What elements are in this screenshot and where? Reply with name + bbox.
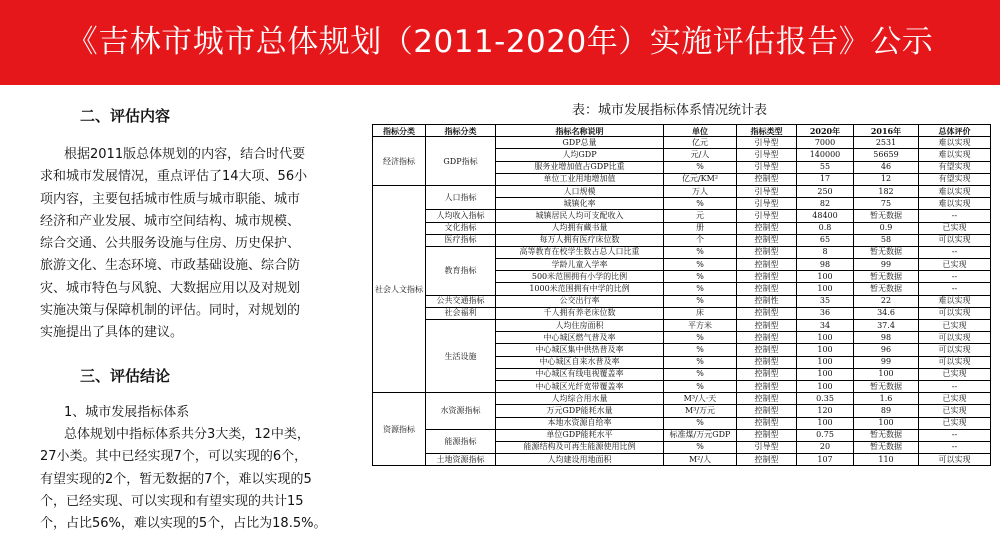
unit-cell: %	[664, 380, 737, 392]
header-cell: 2020年	[797, 125, 854, 137]
value-2016-cell: 182	[854, 185, 919, 197]
value-2016-cell: 暂无数据	[854, 210, 919, 222]
header-cell: 指标分类	[426, 125, 496, 137]
unit-cell: %	[664, 332, 737, 344]
indicator-name-cell: 服务业增加值占GDP比重	[496, 161, 664, 173]
value-2016-cell: 100	[854, 368, 919, 380]
unit-cell: %	[664, 271, 737, 283]
type-cell: 控制型	[737, 246, 797, 258]
subcategory-cell: 土地资源指标	[426, 454, 496, 466]
type-cell: 控制型	[737, 234, 797, 246]
value-2016-cell: 99	[854, 259, 919, 271]
value-2016-cell: 暂无数据	[854, 441, 919, 453]
type-cell: 控制型	[737, 417, 797, 429]
table-row	[373, 234, 991, 246]
evaluation-cell: 难以实现	[919, 149, 991, 161]
evaluation-cell: --	[919, 246, 991, 258]
value-2020-cell: 100	[797, 368, 854, 380]
evaluation-cell: 有望实现	[919, 173, 991, 185]
value-2016-cell: 12	[854, 173, 919, 185]
text-line: 灾、城市特色与风貌、大数据应用以及对规划	[40, 280, 301, 296]
type-cell: 引导型	[737, 137, 797, 149]
table-row	[373, 137, 991, 149]
subcategory-cell: 人均收入指标	[426, 210, 496, 222]
indicator-name-cell: 中心城区燃气普及率	[496, 332, 664, 344]
evaluation-cell: 可以实现	[919, 234, 991, 246]
type-cell: 控制型	[737, 283, 797, 295]
indicator-name-cell: 公交出行率	[496, 295, 664, 307]
indicator-name-cell: 能源结构及可再生能源使用比例	[496, 441, 664, 453]
evaluation-cell: 已实现	[919, 405, 991, 417]
type-cell: 控制型	[737, 271, 797, 283]
evaluation-cell: 已实现	[919, 222, 991, 234]
type-cell: 控制型	[737, 393, 797, 405]
evaluation-cell: 已实现	[919, 320, 991, 332]
header-cell: 总体评价	[919, 125, 991, 137]
unit-cell: %	[664, 295, 737, 307]
value-2016-cell: 75	[854, 198, 919, 210]
evaluation-cell: 难以实现	[919, 137, 991, 149]
value-2020-cell: 55	[797, 161, 854, 173]
type-cell: 控制型	[737, 332, 797, 344]
text-line: 综合交通、公共服务设施与住房、历史保护、	[40, 236, 301, 252]
value-2020-cell: 0.75	[797, 429, 854, 441]
evaluation-cell: --	[919, 380, 991, 392]
value-2016-cell: 0.9	[854, 222, 919, 234]
type-cell: 控制型	[737, 356, 797, 368]
type-cell: 引导型	[737, 149, 797, 161]
unit-cell: 个	[664, 234, 737, 246]
text-line: 实施提出了具体的建议。	[40, 325, 184, 341]
subcategory-cell: 生活设施	[426, 320, 496, 393]
indicator-name-cell: GDP总量	[496, 137, 664, 149]
value-2020-cell: 100	[797, 417, 854, 429]
value-2016-cell: 2531	[854, 137, 919, 149]
unit-cell: M²/人	[664, 454, 737, 466]
unit-cell: %	[664, 198, 737, 210]
value-2020-cell: 36	[797, 307, 854, 319]
value-2016-cell: 暂无数据	[854, 271, 919, 283]
evaluation-cell: 有望实现	[919, 161, 991, 173]
table-caption: 表：城市发展指标体系情况统计表	[572, 103, 768, 118]
evaluation-cell: 可以实现	[919, 344, 991, 356]
text-line: 经济和产业发展、城市空间结构、城市规模、	[40, 213, 301, 229]
unit-cell: 元	[664, 210, 737, 222]
value-2020-cell: 100	[797, 380, 854, 392]
table-row	[373, 307, 991, 319]
indicator-name-cell: 中心城区自来水普及率	[496, 356, 664, 368]
type-cell: 引导型	[737, 210, 797, 222]
value-2016-cell: 暂无数据	[854, 283, 919, 295]
indicator-name-cell: 城镇化率	[496, 198, 664, 210]
table-header-row	[373, 125, 991, 137]
evaluation-cell: --	[919, 429, 991, 441]
type-cell: 控制型	[737, 344, 797, 356]
text-line: 个，占比56%，难以实现的5个，占比为18.5%。	[40, 516, 327, 532]
unit-cell: %	[664, 259, 737, 271]
type-cell: 控制型	[737, 405, 797, 417]
evaluation-cell: 可以实现	[919, 454, 991, 466]
category-cell: 经济指标	[373, 137, 426, 186]
value-2020-cell: 100	[797, 283, 854, 295]
indicator-name-cell: 人口规模	[496, 185, 664, 197]
table-row	[373, 185, 991, 197]
section-2-heading: 二、评估内容	[80, 107, 171, 125]
subcategory-cell: 水资源指标	[426, 393, 496, 430]
title-banner	[0, 0, 1000, 85]
value-2016-cell: 暂无数据	[854, 246, 919, 258]
evaluation-cell: 已实现	[919, 259, 991, 271]
evaluation-cell: 可以实现	[919, 332, 991, 344]
evaluation-cell: 可以实现	[919, 307, 991, 319]
unit-cell: %	[664, 246, 737, 258]
value-2020-cell: 0.8	[797, 222, 854, 234]
header-cell: 2016年	[854, 125, 919, 137]
unit-cell: M³/人·天	[664, 393, 737, 405]
table-row	[373, 429, 991, 441]
evaluation-cell: 已实现	[919, 368, 991, 380]
value-2020-cell: 100	[797, 271, 854, 283]
unit-cell: 床	[664, 307, 737, 319]
text-line: 实施决策与保障机制的评估。同时，对规划的	[40, 303, 301, 319]
value-2020-cell: 250	[797, 185, 854, 197]
subcategory-cell: 教育指标	[426, 246, 496, 295]
text-line: 总体规划中指标体系共分3大类，12中类，	[64, 427, 310, 442]
unit-cell: %	[664, 441, 737, 453]
value-2016-cell: 37.4	[854, 320, 919, 332]
value-2016-cell: 22	[854, 295, 919, 307]
indicator-name-cell: 万元GDP能耗水量	[496, 405, 664, 417]
indicator-name-cell: 500米范围拥有小学的比例	[496, 271, 664, 283]
value-2016-cell: 110	[854, 454, 919, 466]
table-row	[373, 454, 991, 466]
unit-cell: 平方米	[664, 320, 737, 332]
indicator-table	[372, 124, 991, 466]
table-row	[373, 222, 991, 234]
unit-cell: %	[664, 417, 737, 429]
table-row	[373, 393, 991, 405]
header-cell: 指标名称说明	[496, 125, 664, 137]
value-2020-cell: 107	[797, 454, 854, 466]
subcategory-cell: 医疗指标	[426, 234, 496, 246]
type-cell: 控制型	[737, 259, 797, 271]
type-cell: 控制型	[737, 429, 797, 441]
value-2016-cell: 99	[854, 356, 919, 368]
unit-cell: 亿元	[664, 137, 737, 149]
unit-cell: %	[664, 356, 737, 368]
value-2020-cell: 35	[797, 295, 854, 307]
value-2016-cell: 100	[854, 417, 919, 429]
type-cell: 引导型	[737, 441, 797, 453]
indicator-name-cell: 高等教育在校学生数占总人口比重	[496, 246, 664, 258]
type-cell: 控制型	[737, 320, 797, 332]
table-body	[373, 137, 991, 466]
value-2016-cell: 1.6	[854, 393, 919, 405]
evaluation-cell: 难以实现	[919, 185, 991, 197]
value-2016-cell: 46	[854, 161, 919, 173]
evaluation-cell: 已实现	[919, 417, 991, 429]
indicator-name-cell: 本地水资源自给率	[496, 417, 664, 429]
section-3-body	[40, 424, 362, 535]
type-cell: 控制型	[737, 454, 797, 466]
type-cell: 控制型	[737, 368, 797, 380]
value-2020-cell: 82	[797, 198, 854, 210]
text-line: 个，已经实现、可以实现和有望实现的共计15	[40, 493, 304, 509]
text-line: 有望实现的2个，暂无数据的7个，难以实现的5	[40, 471, 312, 487]
unit-cell: 标准煤/万元GDP	[664, 429, 737, 441]
evaluation-cell: 难以实现	[919, 295, 991, 307]
value-2020-cell: 98	[797, 259, 854, 271]
type-cell: 控制型	[737, 222, 797, 234]
table-row	[373, 320, 991, 332]
value-2020-cell: 140000	[797, 149, 854, 161]
value-2016-cell: 98	[854, 332, 919, 344]
section-3-heading: 三、评估结论	[80, 367, 171, 385]
indicator-name-cell: 人均住房面积	[496, 320, 664, 332]
header-cell: 指标分类	[373, 125, 426, 137]
subcategory-cell: GDP指标	[426, 137, 496, 186]
indicator-name-cell: 单位GDP能耗水平	[496, 429, 664, 441]
value-2016-cell: 34.6	[854, 307, 919, 319]
evaluation-cell: --	[919, 283, 991, 295]
indicator-name-cell: 中心城区集中供热普及率	[496, 344, 664, 356]
header-cell: 指标类型	[737, 125, 797, 137]
value-2016-cell: 58	[854, 234, 919, 246]
indicator-name-cell: 中心城区有线电视覆盖率	[496, 368, 664, 380]
text-line: 求和城市发展情况，重点评估了14大项、56小	[40, 169, 308, 185]
indicator-name-cell: 千人拥有养老床位数	[496, 307, 664, 319]
value-2020-cell: 65	[797, 234, 854, 246]
page-title: 《吉林市城市总体规划（2011-2020年）实施评估报告》公示	[66, 24, 934, 60]
value-2020-cell: 8	[797, 246, 854, 258]
value-2016-cell: 89	[854, 405, 919, 417]
unit-cell: 亿元/KM²	[664, 173, 737, 185]
unit-cell: 元/人	[664, 149, 737, 161]
indicator-name-cell: 学龄儿童入学率	[496, 259, 664, 271]
value-2020-cell: 100	[797, 332, 854, 344]
subcategory-cell: 文化指标	[426, 222, 496, 234]
evaluation-cell: 已实现	[919, 393, 991, 405]
text-line: 27小类。其中已经实现7个，可以实现的6个，	[40, 449, 308, 465]
subcategory-cell: 公共交通指标	[426, 295, 496, 307]
subcategory-cell: 能源指标	[426, 429, 496, 453]
table-row	[373, 295, 991, 307]
category-cell: 资源指标	[373, 393, 426, 466]
evaluation-cell: --	[919, 441, 991, 453]
value-2020-cell: 7000	[797, 137, 854, 149]
type-cell: 控制型	[737, 307, 797, 319]
unit-cell: %	[664, 161, 737, 173]
value-2020-cell: 17	[797, 173, 854, 185]
value-2016-cell: 56659	[854, 149, 919, 161]
type-cell: 引导型	[737, 198, 797, 210]
value-2020-cell: 100	[797, 356, 854, 368]
indicator-name-cell: 人均综合用水量	[496, 393, 664, 405]
header-cell: 单位	[664, 125, 737, 137]
indicator-name-cell: 城镇居民人均可支配收入	[496, 210, 664, 222]
subcategory-cell: 人口指标	[426, 185, 496, 209]
value-2016-cell: 96	[854, 344, 919, 356]
indicator-name-cell: 1000米范围拥有中学的比例	[496, 283, 664, 295]
type-cell: 引导型	[737, 185, 797, 197]
value-2016-cell: 暂无数据	[854, 429, 919, 441]
evaluation-cell: --	[919, 210, 991, 222]
indicator-name-cell: 单位工业用地增加值	[496, 173, 664, 185]
type-cell: 控制型	[737, 173, 797, 185]
type-cell: 控制性	[737, 295, 797, 307]
table-row	[373, 210, 991, 222]
subsection-1-heading: 1、城市发展指标体系	[64, 405, 190, 420]
table-row	[373, 246, 991, 258]
subcategory-cell: 社会福利	[426, 307, 496, 319]
evaluation-cell: --	[919, 271, 991, 283]
unit-cell: 万人	[664, 185, 737, 197]
value-2020-cell: 100	[797, 344, 854, 356]
section-2-body	[40, 144, 362, 345]
unit-cell: M³/万元	[664, 405, 737, 417]
indicator-name-cell: 每万人拥有医疗床位数	[496, 234, 664, 246]
text-line: 项内容，主要包括城市性质与城市职能、城市	[40, 191, 301, 207]
value-2020-cell: 20	[797, 441, 854, 453]
category-cell: 社会人文指标	[373, 185, 426, 392]
indicator-name-cell: 人均拥有藏书量	[496, 222, 664, 234]
evaluation-cell: 难以实现	[919, 198, 991, 210]
text-line: 旅游文化、生态环境、市政基础设施、综合防	[40, 258, 301, 274]
indicator-name-cell: 人均GDP	[496, 149, 664, 161]
value-2020-cell: 0.35	[797, 393, 854, 405]
value-2020-cell: 120	[797, 405, 854, 417]
indicator-name-cell: 中心城区光纤宽带覆盖率	[496, 380, 664, 392]
unit-cell: %	[664, 283, 737, 295]
evaluation-cell: 可以实现	[919, 356, 991, 368]
value-2020-cell: 34	[797, 320, 854, 332]
text-line: 根据2011版总体规划的内容，结合时代要	[64, 147, 306, 162]
unit-cell: 册	[664, 222, 737, 234]
type-cell: 控制型	[737, 380, 797, 392]
indicator-name-cell: 人均建设用地面积	[496, 454, 664, 466]
value-2020-cell: 48400	[797, 210, 854, 222]
unit-cell: %	[664, 368, 737, 380]
value-2016-cell: 暂无数据	[854, 380, 919, 392]
unit-cell: %	[664, 344, 737, 356]
type-cell: 引导型	[737, 161, 797, 173]
